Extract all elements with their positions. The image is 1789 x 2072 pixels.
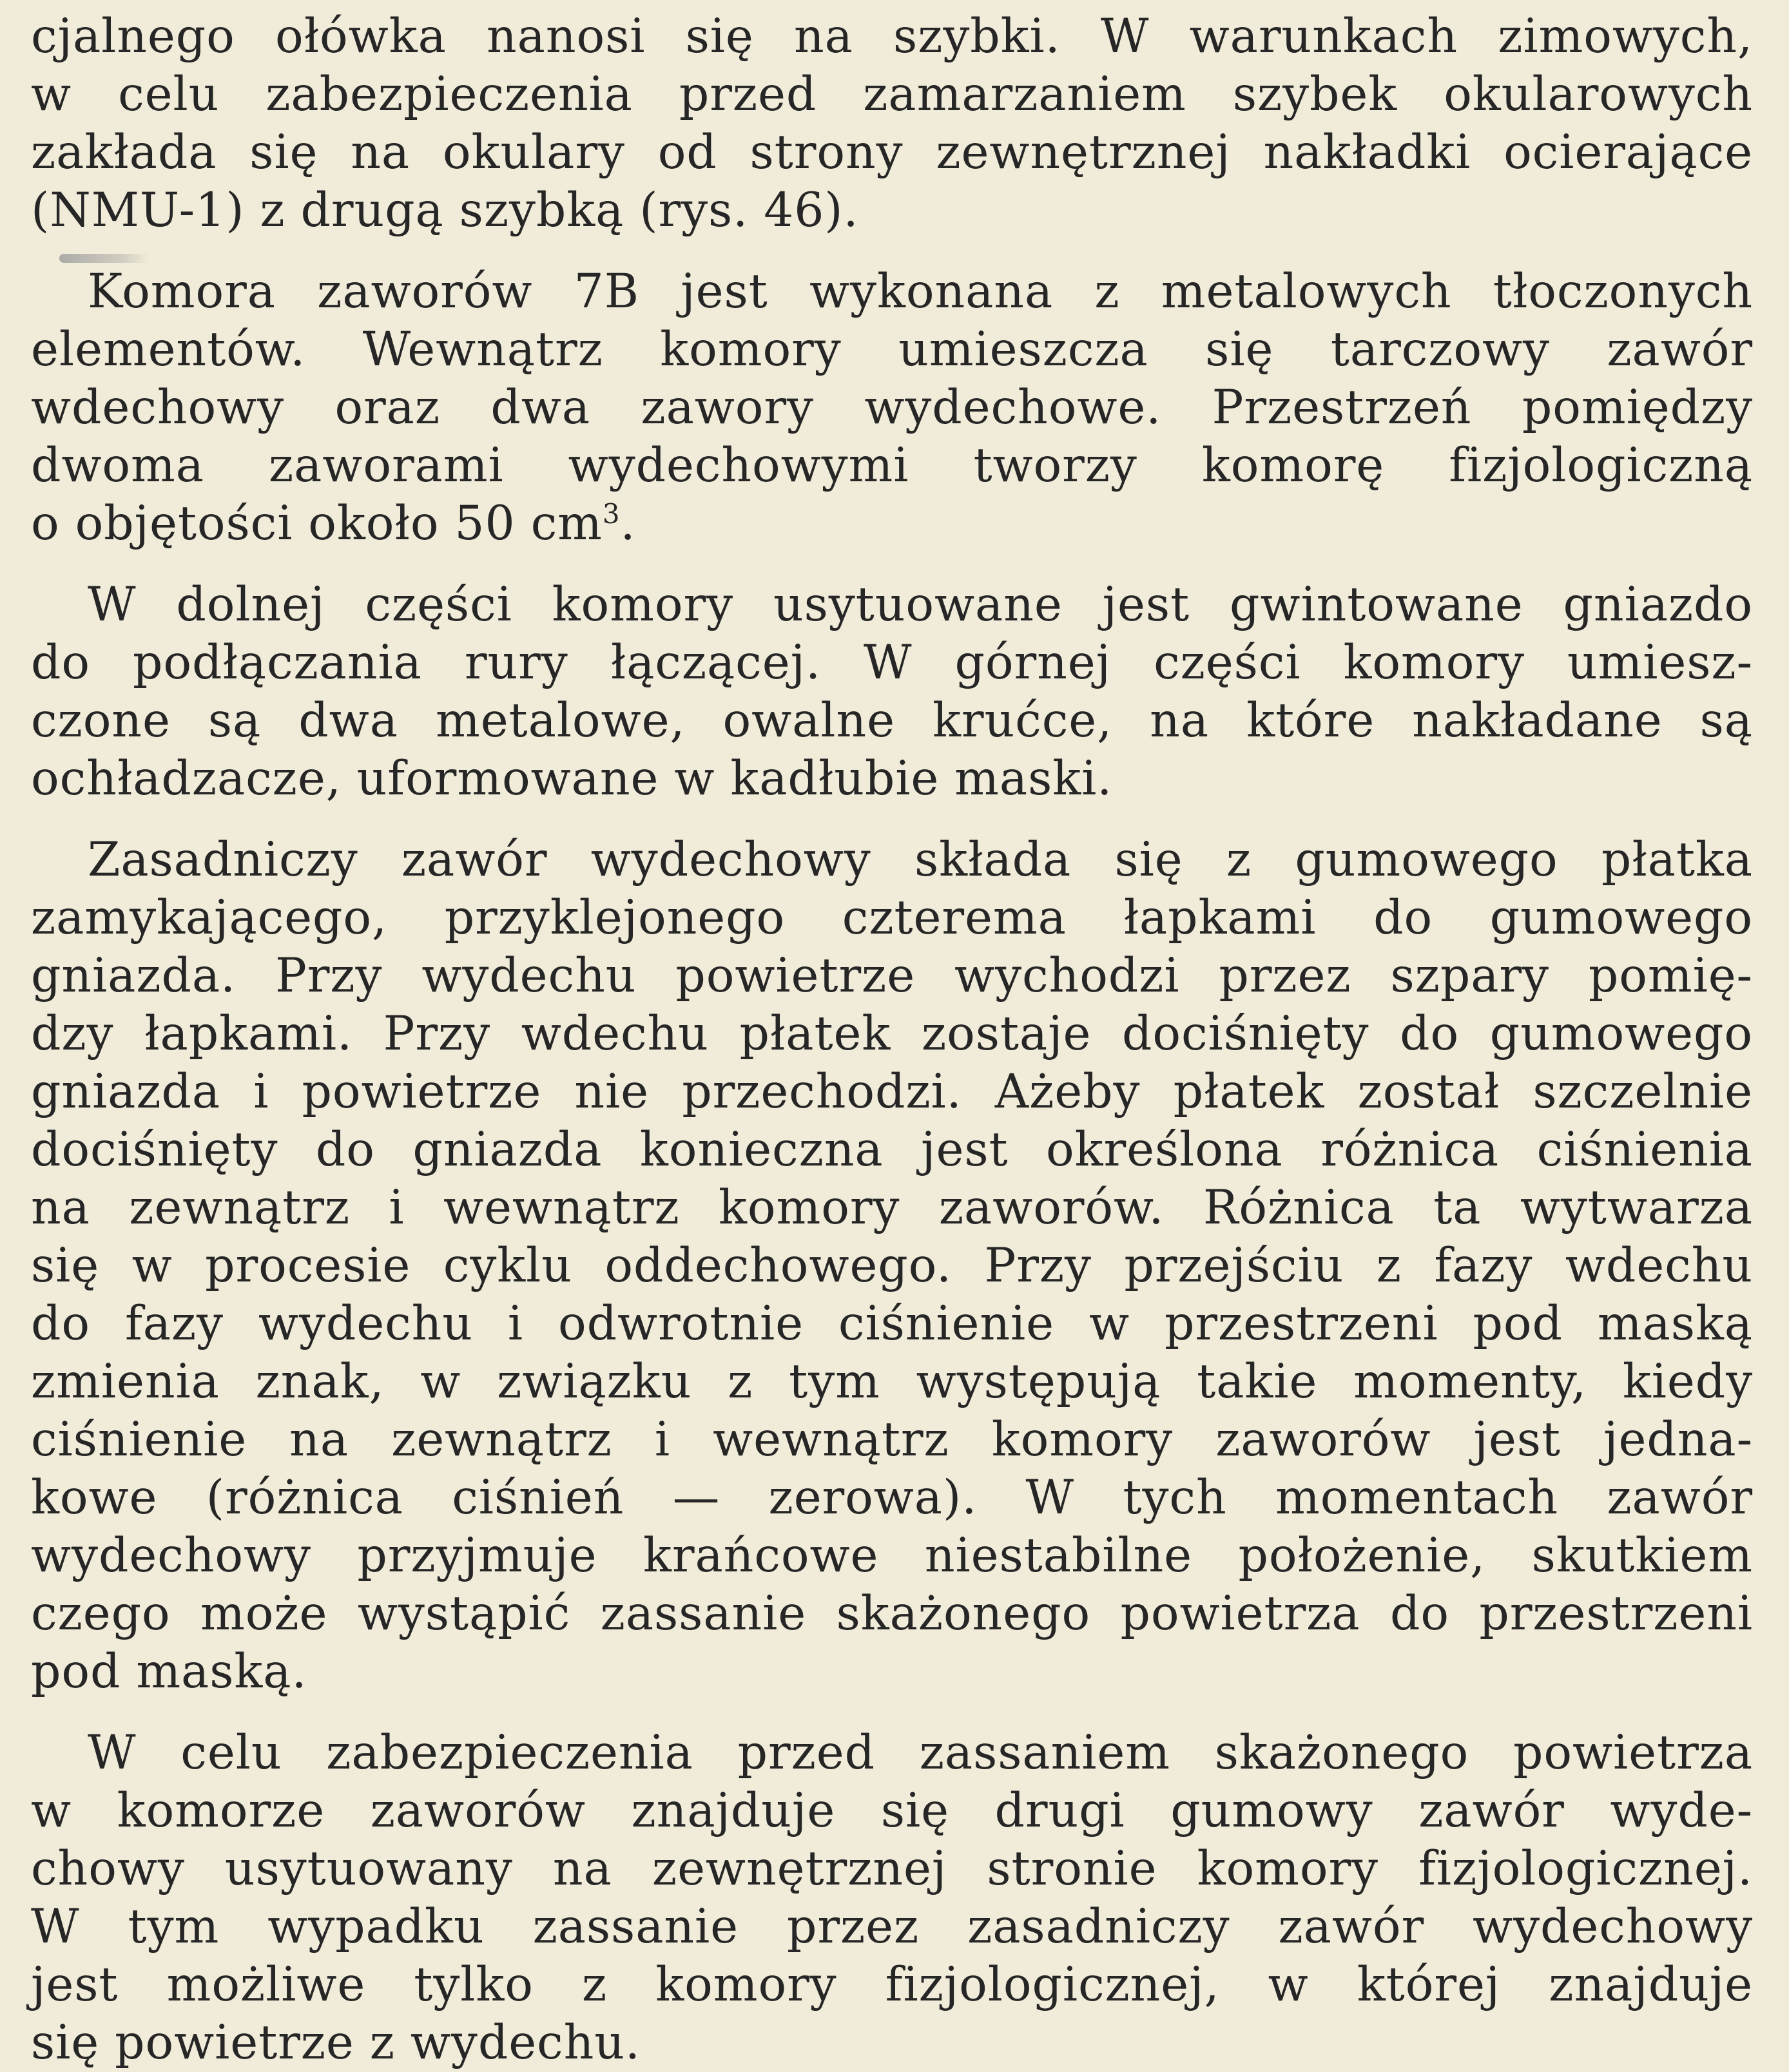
- text-line: się w procesie cyklu oddechowego. Przy przejściu z fazy wdechu: [31, 1239, 1753, 1293]
- line-end-period: .: [620, 497, 636, 551]
- text-line: w komorze zaworów znajduje się drugi gumowy zawór wyde-: [31, 1784, 1753, 1838]
- text-line: zmienia znak, w związku z tym występują takie momenty, kiedy: [31, 1355, 1753, 1409]
- text-line: czego może wystąpić zassanie skażonego powietrza do przestrzeni: [31, 1587, 1753, 1641]
- paragraph-1: [31, 8, 1753, 240]
- text-line: zakłada się na okulary od strony zewnętrznej nakładki ocierające: [31, 126, 1753, 180]
- text-line: cjalnego ołówka nanosi się na szybki. W warunkach zimowych,: [31, 10, 1753, 64]
- text-line: wdechowy oraz dwa zawory wydechowe. Przestrzeń pomiędzy: [31, 381, 1753, 435]
- text-line: na zewnątrz i wewnątrz komory zaworów. Różnica ta wytwarza: [31, 1181, 1753, 1235]
- paragraph-3: [31, 576, 1753, 808]
- volume-text: o objętości około 50 cm: [31, 497, 603, 551]
- text-line: dzy łapkami. Przy wdechu płatek zostaje dociśnięty do gumowego: [31, 1007, 1753, 1061]
- text-line: dwoma zaworami wydechowymi tworzy komorę fizjologiczną: [31, 439, 1753, 493]
- text-line: jest możliwe tylko z komory fizjologicznej, w której znajduje: [31, 1958, 1753, 2012]
- text-line: czone są dwa metalowe, owalne krućce, na które nakładane są: [31, 694, 1753, 748]
- text-line: ciśnienie na zewnątrz i wewnątrz komory zaworów jest jedna-: [31, 1413, 1753, 1467]
- text-line: chowy usytuowany na zewnętrznej stronie komory fizjologicznej.: [31, 1842, 1753, 1896]
- text-line: pod maską.: [31, 1645, 307, 1699]
- superscript-exponent: 3: [602, 497, 621, 530]
- text-line: Zasadniczy zawór wydechowy składa się z gumowego płatka: [88, 833, 1753, 887]
- text-line: W tym wypadku zassanie przez zasadniczy zawór wydechowy: [31, 1900, 1753, 1954]
- text-line: zamykającego, przyklejonego czterema łapkami do gumowego: [31, 891, 1753, 945]
- text-line: gniazda. Przy wydechu powietrze wychodzi przez szpary pomię-: [31, 949, 1753, 1003]
- paragraph-4: [31, 831, 1753, 1701]
- text-line: [31, 495, 1753, 553]
- text-line: do fazy wydechu i odwrotnie ciśnienie w przestrzeni pod maską: [31, 1297, 1753, 1351]
- paragraph-2: [31, 263, 1753, 553]
- text-line: ochładzacze, uformowane w kadłubie maski.: [31, 752, 1113, 806]
- text-line: w celu zabezpieczenia przed zamarzaniem szybek okularowych: [31, 68, 1753, 122]
- paragraph-5: [31, 1724, 1753, 2072]
- text-line: się powietrze z wydechu.: [31, 2016, 641, 2070]
- text-line: kowe (różnica ciśnień — zerowa). W tych momentach zawór: [31, 1471, 1753, 1525]
- body-text: [31, 8, 1753, 2072]
- text-line: W dolnej części komory usytuowane jest gwintowane gniazdo: [88, 578, 1753, 632]
- text-line: (NMU-1) z drugą szybką (rys. 46).: [31, 184, 859, 238]
- text-line: Komora zaworów 7B jest wykonana z metalowych tłoczonych: [88, 265, 1753, 319]
- text-line: W celu zabezpieczenia przed zassaniem skażonego powietrza: [88, 1726, 1753, 1780]
- text-line: do podłączania rury łączącej. W górnej części komory umiesz-: [31, 636, 1753, 690]
- text-line: wydechowy przyjmuje krańcowe niestabilne położenie, skutkiem: [31, 1529, 1753, 1583]
- text-line: elementów. Wewnątrz komory umieszcza się tarczowy zawór: [31, 323, 1753, 377]
- text-line: gniazda i powietrze nie przechodzi. Ażeby płatek został szczelnie: [31, 1065, 1753, 1119]
- text-line: dociśnięty do gniazda konieczna jest określona różnica ciśnienia: [31, 1123, 1753, 1177]
